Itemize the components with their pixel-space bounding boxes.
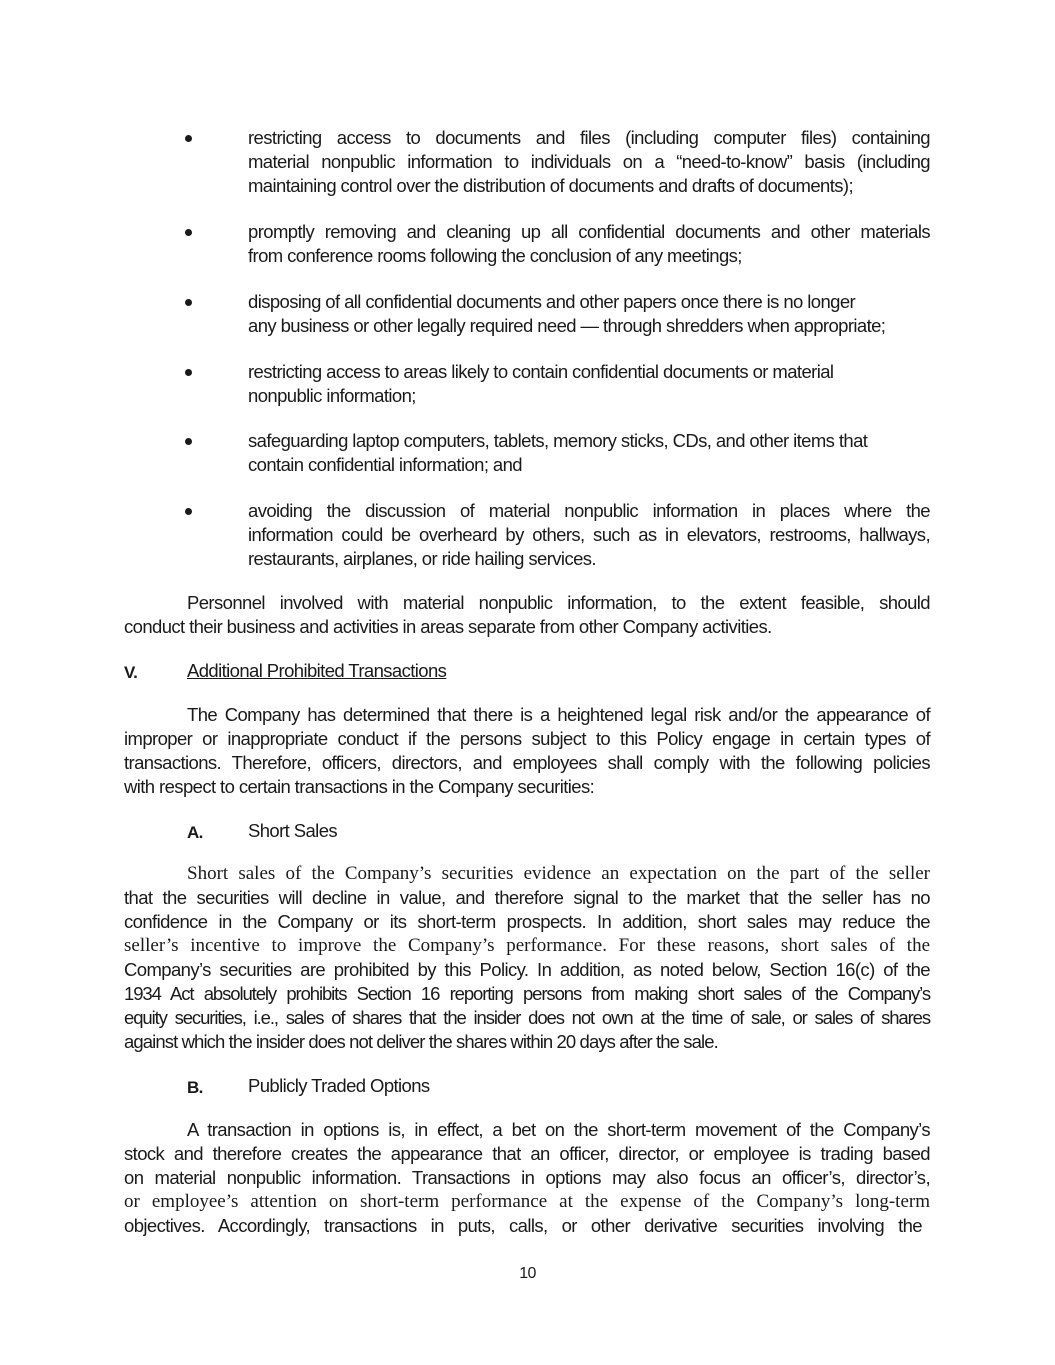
bullet-line: material nonpublic information to individuals on a “need-to-know” basis (including — [248, 151, 930, 172]
paragraph-line: conduct their business and activities in areas separate from other Company activities. — [124, 616, 772, 637]
section-title: Additional Prohibited Transactions — [187, 660, 447, 681]
bullet-icon — [185, 229, 192, 236]
bullet-icon — [185, 438, 192, 445]
bullet-line: restricting access to areas likely to contain confidential documents or material — [248, 361, 834, 382]
paragraph-line: stock and therefore creates the appearance that an officer, director, or employee is trading based — [124, 1143, 930, 1164]
paragraph-line: The Company has determined that there is a heightened legal risk and/or the appearance of — [187, 704, 930, 725]
bullet-line: any business or other legally required need — through shredders when appropriate; — [248, 315, 886, 336]
bullet-line: restricting access to documents and files (including computer files) containing — [248, 127, 930, 148]
bullet-line: contain confidential information; and — [248, 454, 522, 475]
bullet-line: safeguarding laptop computers, tablets, memory sticks, CDs, and other items that — [248, 430, 868, 451]
paragraph-line: transactions. Therefore, officers, directors, and employees shall comply with the following policies — [124, 752, 930, 773]
paragraph-line: Company’s securities are prohibited by this Policy. In addition, as noted below, Section 16(c) of the — [124, 959, 930, 980]
paragraph-line: 1934 Act absolutely prohibits Section 16 reporting persons from making short sales of the Company’s — [124, 983, 930, 1004]
subsection-title: Short Sales — [248, 820, 338, 841]
paragraph-line: equity securities, i.e., sales of shares that the insider does not own at the time of sale, or sales of shares — [124, 1007, 930, 1028]
paragraph-line: against which the insider does not deliver the shares within 20 days after the sale. — [124, 1031, 718, 1052]
paragraph-line: or employee’s attention on short-term performance at the expense of the Company’s long-term — [124, 1191, 930, 1212]
bullet-icon — [185, 369, 192, 376]
paragraph-line: on material nonpublic information. Transactions in options may also focus an officer’s, director’s, — [124, 1167, 930, 1188]
bullet-icon — [185, 299, 192, 306]
bullet-line: disposing of all confidential documents and other papers once there is no longer — [248, 291, 856, 312]
bullet-line: information could be overheard by others, such as in elevators, restrooms, hallways, — [248, 524, 930, 545]
paragraph-line: seller’s incentive to improve the Company’s performance. For these reasons, short sales of the — [124, 935, 930, 956]
paragraph-line: that the securities will decline in value, and therefore signal to the market that the seller has no — [124, 887, 930, 908]
paragraph-line: improper or inappropriate conduct if the persons subject to this Policy engage in certain types of — [124, 728, 930, 749]
paragraph-line: Personnel involved with material nonpublic information, to the extent feasible, should — [187, 592, 930, 613]
section-number: V. — [124, 663, 138, 682]
paragraph-line: objectives. Accordingly, transactions in puts, calls, or other derivative securities involving the — [124, 1215, 922, 1236]
subsection-label: A. — [187, 823, 203, 842]
bullet-line: promptly removing and cleaning up all confidential documents and other materials — [248, 221, 930, 242]
bullet-line: maintaining control over the distribution of documents and drafts of documents); — [248, 175, 853, 196]
paragraph-line: Short sales of the Company’s securities evidence an expectation on the part of the seller — [187, 863, 930, 884]
bullet-line: from conference rooms following the conclusion of any meetings; — [248, 245, 742, 266]
bullet-icon — [185, 135, 192, 142]
bullet-icon — [185, 508, 192, 515]
paragraph-line: A transaction in options is, in effect, a bet on the short-term movement of the Company’s — [187, 1119, 930, 1140]
paragraph-line: confidence in the Company or its short-term prospects. In addition, short sales may reduce the — [124, 911, 930, 932]
bullet-line: nonpublic information; — [248, 385, 416, 406]
page-number: 10 — [519, 1265, 536, 1282]
bullet-line: restaurants, airplanes, or ride hailing services. — [248, 548, 596, 569]
paragraph-line: with respect to certain transactions in the Company securities: — [124, 776, 595, 797]
bullet-line: avoiding the discussion of material nonpublic information in places where the — [248, 500, 930, 521]
subsection-title: Publicly Traded Options — [248, 1075, 430, 1096]
subsection-label: B. — [187, 1078, 203, 1097]
